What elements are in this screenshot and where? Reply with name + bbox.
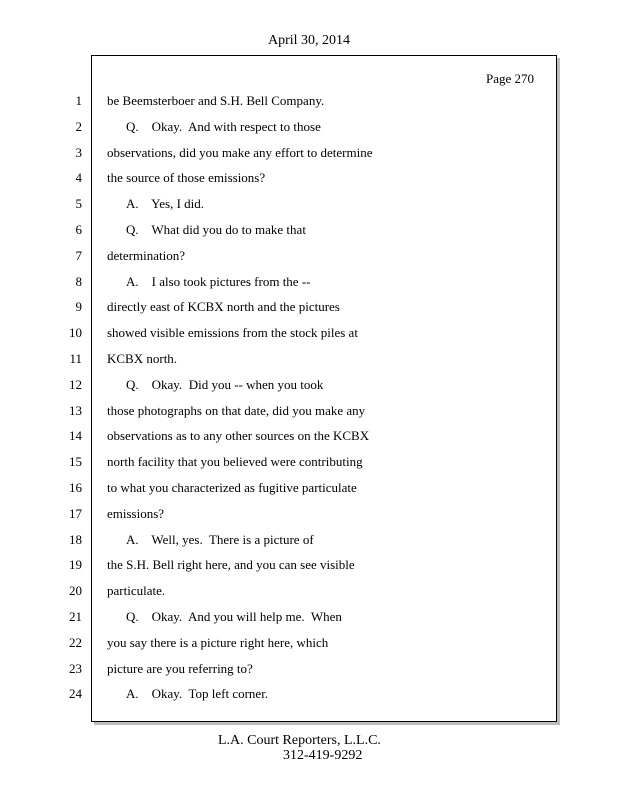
line-text: determination? xyxy=(107,248,185,263)
line-number: 15 xyxy=(69,454,82,469)
line-number: 19 xyxy=(69,557,82,572)
line-text: be Beemsterboer and S.H. Bell Company. xyxy=(107,93,325,108)
line-number: 24 xyxy=(69,686,82,701)
line-number: 11 xyxy=(69,351,82,366)
line-number: 21 xyxy=(69,609,82,624)
line-number: 6 xyxy=(75,222,82,237)
line-text: A. I also took pictures from the -- xyxy=(126,274,311,289)
line-text: those photographs on that date, did you make any xyxy=(107,403,366,418)
line-text: Q. Okay. And you will help me. When xyxy=(126,609,342,624)
line-number: 2 xyxy=(75,119,82,134)
line-text: KCBX north. xyxy=(107,351,178,366)
line-number: 7 xyxy=(75,248,82,263)
line-text: north facility that you believed were contributing xyxy=(107,454,363,469)
line-number: 12 xyxy=(69,377,82,392)
line-text: picture are you referring to? xyxy=(107,661,253,676)
line-number: 17 xyxy=(69,506,82,521)
line-number: 8 xyxy=(75,274,82,289)
page-number: Page 270 xyxy=(485,71,534,86)
line-number: 20 xyxy=(69,583,82,598)
line-number: 23 xyxy=(69,661,82,676)
line-text: particulate. xyxy=(107,583,166,598)
line-number: 10 xyxy=(69,325,82,340)
line-text: A. Yes, I did. xyxy=(126,196,205,211)
line-text: A. Well, yes. There is a picture of xyxy=(126,532,314,547)
line-text: directly east of KCBX north and the pictures xyxy=(107,299,340,314)
line-number: 3 xyxy=(75,145,82,160)
footer-phone: 312-419-9292 xyxy=(283,748,363,763)
line-number: 14 xyxy=(69,428,82,443)
header-date: April 30, 2014 xyxy=(267,33,351,48)
line-number: 4 xyxy=(75,170,82,185)
line-text: the S.H. Bell right here, and you can see visible xyxy=(107,557,355,572)
line-text: Q. What did you do to make that xyxy=(126,222,306,237)
line-text: to what you characterized as fugitive particulate xyxy=(107,480,357,495)
line-text: observations as to any other sources on the KCBX xyxy=(107,428,370,443)
line-text: Q. Okay. Did you -- when you took xyxy=(126,377,324,392)
line-text: showed visible emissions from the stock piles at xyxy=(107,325,358,340)
line-number: 16 xyxy=(69,480,82,495)
line-text: observations, did you make any effort to determine xyxy=(107,145,373,160)
line-number: 5 xyxy=(75,196,82,211)
footer-company: L.A. Court Reporters, L.L.C. xyxy=(218,733,381,748)
line-number: 1 xyxy=(75,93,82,108)
line-text: A. Okay. Top left corner. xyxy=(126,686,269,701)
line-text: Q. Okay. And with respect to those xyxy=(126,119,321,134)
line-number: 22 xyxy=(69,635,82,650)
line-text: emissions? xyxy=(107,506,165,521)
line-number: 18 xyxy=(69,532,82,547)
line-text: you say there is a picture right here, which xyxy=(107,635,329,650)
line-text: the source of those emissions? xyxy=(107,170,266,185)
line-number: 9 xyxy=(75,299,82,314)
line-number: 13 xyxy=(69,403,82,418)
